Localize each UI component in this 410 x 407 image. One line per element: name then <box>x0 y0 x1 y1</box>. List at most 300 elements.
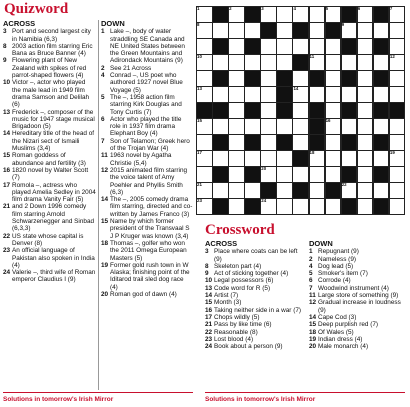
crossword-footer-rule <box>205 392 405 393</box>
clue-text: Former gold rush town in W Alaska; finishing point of the Iditarod trail sled dog race (4) <box>110 261 190 291</box>
grid-cell[interactable] <box>276 38 293 55</box>
grid-cell[interactable] <box>276 22 293 39</box>
crossword-down-clue <box>309 329 407 336</box>
grid-black-cell <box>292 22 309 39</box>
clue-number: 24 <box>205 343 213 351</box>
grid-clue-number: 3 <box>261 6 264 11</box>
grid-cell[interactable] <box>292 166 309 183</box>
clue-number: 5 <box>101 93 105 101</box>
clue-text: Port and second largest city in Namibia (6,3) <box>12 28 91 43</box>
grid-black-cell <box>373 38 390 55</box>
grid-clue-number: 19 <box>389 150 395 155</box>
grid-cell[interactable] <box>292 70 309 87</box>
grid-black-cell <box>325 22 345 39</box>
crossword-across-clue <box>205 263 305 270</box>
grid-cell[interactable] <box>212 54 229 71</box>
grid-black-cell <box>292 54 309 71</box>
clue-number: 17 <box>3 181 11 189</box>
grid-cell[interactable] <box>292 102 309 119</box>
quizword-down-clue <box>101 196 193 218</box>
grid-cell[interactable] <box>373 150 390 167</box>
grid-cell[interactable] <box>357 134 374 151</box>
grid-cell[interactable] <box>389 86 406 103</box>
clue-number: 23 <box>205 335 213 343</box>
crossword-down-clue <box>309 314 407 321</box>
clue-text: Conrad –, US poet who authored 1927 novel Blue Voyage (5) <box>110 72 183 94</box>
quizword-down-clue <box>101 94 193 116</box>
grid-cell[interactable] <box>389 198 406 215</box>
grid-cell[interactable] <box>260 54 277 71</box>
clue-text: Large store of something (9) <box>318 292 399 300</box>
grid-cell[interactable] <box>341 86 358 103</box>
grid-cell[interactable] <box>325 134 342 151</box>
quizword-across-column <box>3 20 96 284</box>
grid-cell[interactable] <box>373 86 390 103</box>
grid-cell[interactable] <box>276 118 293 135</box>
grid-cell[interactable] <box>244 86 261 103</box>
clue-text: US state whose capital is Denver (8) <box>12 232 84 247</box>
grid-clue-number: 1 <box>197 6 200 11</box>
clue-number: 2 <box>101 64 105 72</box>
grid-black-cell <box>373 6 393 23</box>
clue-number: 16 <box>3 166 11 174</box>
grid-cell[interactable] <box>196 70 213 87</box>
grid-black-cell <box>373 134 390 151</box>
clue-text: 1963 novel by Agatha Christie (5,4) <box>110 152 172 167</box>
grid-cell[interactable] <box>325 198 342 215</box>
grid-cell[interactable] <box>325 86 342 103</box>
grid-clue-number: 9 <box>341 22 345 27</box>
grid-cell[interactable] <box>228 86 245 103</box>
quizword-across-clue <box>3 28 96 43</box>
clue-number: 16 <box>205 306 213 314</box>
grid-black-cell <box>244 198 261 215</box>
grid-clue-number: 18 <box>309 150 315 155</box>
quizword-down-clue <box>101 138 193 153</box>
grid-black-cell <box>212 198 229 215</box>
crossword-across-clue <box>205 299 305 306</box>
grid-cell[interactable] <box>309 6 329 23</box>
grid-black-cell <box>341 198 358 215</box>
grid-cell[interactable] <box>228 166 245 183</box>
grid-cell[interactable] <box>357 198 374 215</box>
grid-cell[interactable] <box>260 134 277 151</box>
grid-cell[interactable] <box>357 166 374 183</box>
crossword-down-clue <box>309 277 407 284</box>
grid-cell[interactable] <box>292 134 309 151</box>
clue-number: 7 <box>101 137 105 145</box>
clue-number: 19 <box>309 335 317 343</box>
grid-black-cell <box>341 166 358 183</box>
clue-number: 24 <box>3 269 11 277</box>
grid-cell[interactable] <box>228 102 245 119</box>
clue-number: 7 <box>309 284 313 292</box>
grid-cell[interactable] <box>357 102 374 119</box>
grid-cell[interactable] <box>228 22 245 39</box>
grid-cell[interactable] <box>341 118 358 135</box>
crossword-grid <box>196 6 405 214</box>
clue-text: Frederick –, composer of the music for 1947 stage musical Brigadoon (5) <box>12 108 95 131</box>
clue-number: 15 <box>309 321 317 329</box>
crossword-across-clue <box>205 292 305 299</box>
grid-cell[interactable] <box>357 22 374 39</box>
clue-text: Flowering plant of New Zealand with spikes of red parrot-shaped flowers (4) <box>12 57 87 80</box>
grid-cell[interactable] <box>357 38 374 55</box>
grid-cell[interactable] <box>325 38 342 55</box>
clue-number: 6 <box>101 115 105 123</box>
quizword-across-clue <box>3 269 96 284</box>
grid-clue-number: 17 <box>197 150 202 155</box>
crossword-title: Crossword <box>205 222 275 238</box>
grid-black-cell <box>341 38 358 55</box>
grid-clue-number: 15 <box>197 118 202 123</box>
crossword-across-clue <box>205 307 305 314</box>
grid-black-cell <box>325 182 342 199</box>
clue-text: An official language of Pakistan also spoken in India (4) <box>12 247 95 269</box>
grid-cell[interactable] <box>212 86 229 103</box>
crossword-down-column <box>309 240 407 350</box>
grid-black-cell <box>309 118 326 135</box>
clue-text: Place where coats can be left (9) <box>214 248 298 263</box>
grid-cell[interactable] <box>228 182 245 199</box>
quizword-across-header: ACROSS <box>3 19 36 28</box>
clue-text: Actor who played the title role in 1937 film drama Elephant Boy (4) <box>110 115 182 138</box>
quizword-down-clue <box>101 28 193 64</box>
grid-cell[interactable] <box>373 182 390 199</box>
clue-text: Of Wales (5) <box>318 328 354 336</box>
clue-number: 22 <box>3 232 11 240</box>
quizword-across-clue <box>3 167 96 182</box>
grid-cell[interactable] <box>260 102 277 119</box>
grid-clue-number: 12 <box>389 54 395 59</box>
quizword-across-clue <box>3 43 96 58</box>
grid-clue-number: 16 <box>325 118 331 123</box>
grid-cell[interactable] <box>389 70 406 87</box>
grid-cell[interactable] <box>373 22 390 39</box>
grid-black-cell <box>309 70 326 87</box>
clue-number: 11 <box>309 292 316 300</box>
clue-number: 12 <box>101 166 109 174</box>
grid-black-cell <box>292 182 309 199</box>
clue-number: 14 <box>205 292 213 300</box>
crossword-across-clue <box>205 285 305 292</box>
crossword-across-clue <box>205 248 305 263</box>
grid-black-cell <box>244 70 261 87</box>
quizword-across-clue <box>3 233 96 248</box>
clue-number: 17 <box>205 313 213 321</box>
clue-text: Gradual increase in loudness (9) <box>318 299 401 314</box>
clue-number: 23 <box>3 247 11 255</box>
grid-cell[interactable] <box>325 150 342 167</box>
grid-clue-number: 2 <box>229 6 232 11</box>
quizword-title: Quizword <box>4 1 69 17</box>
quizword-down-header: DOWN <box>101 19 125 28</box>
grid-black-cell <box>373 70 390 87</box>
quizword-down-clue <box>101 240 193 262</box>
grid-cell[interactable] <box>292 118 309 135</box>
grid-cell[interactable] <box>276 166 293 183</box>
grid-black-cell <box>341 70 358 87</box>
clue-text: Chops wildly (5) <box>214 313 260 321</box>
quizword-across-clue <box>3 130 96 152</box>
grid-clue-number: 10 <box>197 54 202 59</box>
crossword-down-clue <box>309 263 407 270</box>
crossword-footer: Solutions in tomorrow's Irish Mirror <box>205 396 316 403</box>
crossword-down-clue <box>309 292 407 299</box>
clue-number: 18 <box>101 239 109 247</box>
grid-cell[interactable] <box>309 86 326 103</box>
clue-number: 12 <box>309 299 317 307</box>
clue-number: 2 <box>309 255 313 263</box>
grid-cell[interactable] <box>389 38 406 55</box>
grid-cell[interactable] <box>228 70 245 87</box>
grid-cell[interactable] <box>260 150 277 167</box>
clue-text: Taking neither side in a war (7) <box>214 306 302 314</box>
clue-text: Victor –, actor who played the male lead in 1949 film drama Samson and Delilah (6) <box>12 79 90 109</box>
grid-cell[interactable] <box>244 118 261 135</box>
clue-text: 2015 animated film starring the voice talent of Amy Poehler and Phyllis Smith (6,3) <box>110 166 188 196</box>
grid-cell[interactable] <box>309 38 326 55</box>
quizword-footer: Solutions in tomorrow's Irish Mirror <box>3 396 114 403</box>
clue-number: 14 <box>101 196 109 204</box>
clue-number: 13 <box>3 108 11 116</box>
crossword-down-clue <box>309 321 407 328</box>
clue-text: Indian dress (4) <box>318 335 363 343</box>
grid-cell[interactable] <box>196 166 213 183</box>
clue-text: Pass by like time (6) <box>214 321 272 329</box>
grid-black-cell <box>276 102 293 119</box>
grid-cell[interactable] <box>244 54 261 71</box>
clue-text: Smoker's item (7) <box>318 270 368 278</box>
grid-cell[interactable] <box>228 54 245 71</box>
grid-black-cell <box>373 102 390 119</box>
clue-number: 19 <box>101 261 109 269</box>
grid-black-cell <box>244 134 261 151</box>
clue-number: 9 <box>205 270 209 278</box>
grid-clue-number: 23 <box>197 198 202 203</box>
grid-black-cell <box>244 6 264 23</box>
grid-clue-number: 11 <box>309 54 315 59</box>
grid-clue-number: 21 <box>197 182 202 187</box>
grid-cell[interactable] <box>276 6 296 23</box>
clue-text: Dog lead (5) <box>318 262 354 270</box>
grid-cell[interactable] <box>309 166 326 183</box>
quizword-across-clue <box>3 203 96 232</box>
quizword-across-clue <box>3 247 96 269</box>
grid-cell[interactable] <box>357 182 374 199</box>
clue-text: Act of sticking together (4) <box>214 270 289 278</box>
quizword-across-clue <box>3 109 96 131</box>
grid-cell[interactable] <box>325 54 342 71</box>
quizword-down-clue <box>101 65 193 72</box>
crossword-across-clue <box>205 277 305 284</box>
grid-cell[interactable] <box>276 150 293 167</box>
grid-cell[interactable] <box>341 54 358 71</box>
quizword-across-clue <box>3 182 96 204</box>
grid-black-cell <box>212 166 229 183</box>
grid-cell[interactable] <box>357 70 374 87</box>
clue-text: The –, 2005 comedy drama film starring, directed and co-written by James Franco (3) <box>110 196 193 218</box>
crossword-across-clue <box>205 329 305 336</box>
clue-text: The –, 1958 action film starring Kirk Douglas and Tony Curtis (7) <box>110 93 182 116</box>
grid-cell[interactable] <box>389 22 406 39</box>
grid-cell[interactable] <box>196 134 213 151</box>
crossword-down-clue <box>309 299 407 314</box>
grid-cell[interactable] <box>357 54 374 71</box>
clue-number: 3 <box>205 248 209 256</box>
grid-cell[interactable] <box>276 54 293 71</box>
grid-black-cell <box>260 22 277 39</box>
grid-cell[interactable] <box>260 118 277 135</box>
grid-cell[interactable] <box>357 86 374 103</box>
clue-text: Lake –, body of water straddling SE Canada and NE United States between the Green Mountains and Adirondack Mountains (9) <box>110 28 185 65</box>
grid-cell[interactable] <box>389 182 406 199</box>
grid-cell[interactable] <box>309 182 326 199</box>
grid-cell[interactable] <box>325 166 342 183</box>
grid-cell[interactable] <box>292 38 309 55</box>
crossword-down-clue <box>309 248 407 255</box>
grid-cell[interactable] <box>357 150 374 167</box>
clue-number: 15 <box>3 152 11 160</box>
clue-text: Name by which former president of the Transvaal S J P Kruger was known (3,4) <box>110 218 190 240</box>
grid-cell[interactable] <box>276 182 293 199</box>
clue-text: Roman goddess of abundance and fertility (3) <box>12 152 86 167</box>
grid-clue-number: 22 <box>341 182 347 187</box>
clue-text: Lost blood (4) <box>214 335 254 343</box>
grid-cell[interactable] <box>325 70 342 87</box>
grid-clue-number: 5 <box>325 6 329 11</box>
crossword-down-clue <box>309 256 407 263</box>
grid-black-cell <box>309 134 326 151</box>
grid-clue-number: 8 <box>197 22 200 27</box>
grid-black-cell <box>244 102 261 119</box>
grid-cell[interactable] <box>276 198 293 215</box>
clue-number: 20 <box>309 343 317 351</box>
clue-number: 6 <box>309 277 313 285</box>
clue-text: Son of Telamon; Greek hero of the Trojan War (4) <box>110 137 190 153</box>
grid-cell[interactable] <box>228 198 245 215</box>
clue-number: 11 <box>101 152 108 160</box>
grid-cell[interactable] <box>292 198 309 215</box>
grid-black-cell <box>212 70 229 87</box>
grid-black-cell <box>212 102 229 119</box>
crossword-down-clue <box>309 336 407 343</box>
clue-text: Month (3) <box>214 299 242 307</box>
quizword-down-clue <box>101 291 193 298</box>
grid-cell[interactable] <box>212 22 229 39</box>
grid-cell[interactable] <box>212 118 229 135</box>
crossword-across-clue <box>205 314 305 321</box>
quizword-down-column <box>101 20 193 298</box>
grid-cell[interactable] <box>325 102 342 119</box>
clue-text: Cape Cod (3) <box>318 313 357 321</box>
grid-cell[interactable] <box>389 134 406 151</box>
crossword-down-clue <box>309 270 407 277</box>
grid-cell[interactable] <box>212 150 229 167</box>
clue-number: 8 <box>205 262 209 270</box>
clue-text: See 21 Across <box>110 64 152 72</box>
clue-number: 5 <box>309 270 313 278</box>
clue-text: Nameless (9) <box>318 255 356 263</box>
clue-text: Corrode (4) <box>318 277 351 285</box>
clue-number: 22 <box>205 328 213 336</box>
clue-text: Roman god of dawn (4) <box>110 290 177 298</box>
clue-number: 8 <box>3 42 7 50</box>
column-divider <box>98 20 99 390</box>
grid-clue-number: 13 <box>197 86 202 91</box>
clue-text: Reasonable (8) <box>214 328 258 336</box>
grid-cell[interactable] <box>244 22 261 39</box>
grid-cell[interactable] <box>341 150 358 167</box>
quizword-across-clue <box>3 57 96 79</box>
clue-text: Book about a person (9) <box>214 343 283 351</box>
clue-text: Repugnant (9) <box>318 248 359 256</box>
quizword-down-clue <box>101 72 193 94</box>
clue-number: 21 <box>3 203 11 211</box>
grid-black-cell <box>276 70 293 87</box>
clue-number: 1 <box>101 28 105 36</box>
grid-cell[interactable] <box>389 118 406 135</box>
clue-text: 1820 novel by Walter Scott (7) <box>12 166 89 182</box>
grid-black-cell <box>212 38 229 55</box>
grid-cell[interactable] <box>260 86 277 103</box>
clue-text: Romola –, actress who played Amelia Sedley in 2004 film drama Vanity Fair (5) <box>12 181 96 204</box>
clue-number: 15 <box>101 218 109 226</box>
clue-text: Thomas –, golfer who won the 2011 Omega European Masters (5) <box>110 239 187 262</box>
grid-cell[interactable] <box>260 70 277 87</box>
grid-cell[interactable] <box>260 38 277 55</box>
grid-cell[interactable] <box>212 182 229 199</box>
grid-black-cell <box>276 134 293 151</box>
quizword-down-clue <box>101 167 193 196</box>
grid-clue-number: 6 <box>357 6 361 11</box>
grid-clue-number: 20 <box>261 166 267 171</box>
grid-cell[interactable] <box>309 198 326 215</box>
quizword-down-clue <box>101 152 193 167</box>
grid-cell[interactable] <box>357 118 374 135</box>
clue-number: 4 <box>309 262 313 270</box>
grid-cell[interactable] <box>373 118 390 135</box>
crossword-across-header: ACROSS <box>205 239 238 248</box>
crossword-across-clue <box>205 336 305 343</box>
clue-text: Legal possessors (6) <box>214 277 274 285</box>
grid-cell[interactable] <box>228 118 245 135</box>
grid-cell[interactable] <box>373 54 390 71</box>
grid-cell[interactable] <box>309 22 326 39</box>
clue-text: Deep purplish red (7) <box>318 321 379 329</box>
grid-cell[interactable] <box>228 150 245 167</box>
clue-text: 2003 action film starring Eric Bana as Bruce Banner (4) <box>12 42 93 58</box>
grid-cell[interactable] <box>244 182 261 199</box>
grid-cell[interactable] <box>196 38 213 55</box>
quizword-down-clue <box>101 116 193 138</box>
grid-cell[interactable] <box>389 166 406 183</box>
clue-number: 10 <box>205 277 213 285</box>
grid-black-cell <box>244 166 261 183</box>
grid-cell[interactable] <box>228 38 245 55</box>
grid-clue-number: 7 <box>389 6 393 11</box>
clue-text: Skeleton part (4) <box>214 262 262 270</box>
grid-black-cell <box>373 166 390 183</box>
grid-black-cell <box>341 102 358 119</box>
grid-cell[interactable] <box>228 134 245 151</box>
grid-clue-number: 14 <box>293 86 299 91</box>
quizword-across-clue <box>3 79 96 108</box>
clue-number: 1 <box>309 248 313 256</box>
clue-number: 3 <box>3 28 7 36</box>
quizword-down-clue <box>101 262 193 291</box>
grid-cell[interactable] <box>244 150 261 167</box>
